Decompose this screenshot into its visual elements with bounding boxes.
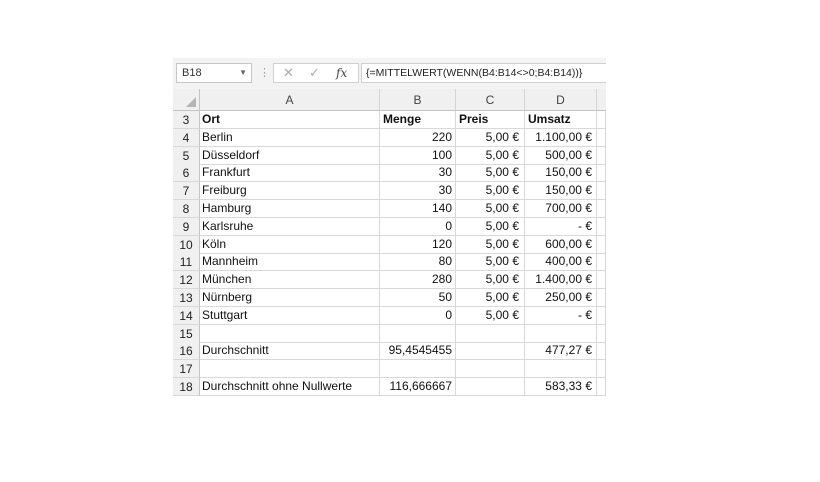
cell-d[interactable]: 583,33 € (525, 378, 597, 396)
cell-a[interactable] (200, 325, 380, 343)
row-header[interactable]: 3 (173, 111, 200, 129)
spreadsheet-window (173, 58, 606, 400)
cell-e[interactable] (597, 129, 606, 147)
cell-d[interactable]: - € (525, 218, 597, 236)
cell-c[interactable]: Preis (456, 111, 525, 129)
cell-b[interactable] (380, 325, 456, 343)
column-header-c[interactable]: C (456, 89, 525, 111)
name-box-value: B18 (182, 67, 202, 79)
enter-icon[interactable]: ✓ (309, 65, 320, 80)
cell-c[interactable]: 5,00 € (456, 218, 525, 236)
cell-e[interactable] (597, 325, 606, 343)
cell-a[interactable]: München (200, 271, 380, 289)
cell-c[interactable] (456, 342, 525, 360)
row-header[interactable]: 11 (173, 253, 200, 271)
table-row (173, 236, 606, 254)
table-row (173, 200, 606, 218)
cell-d[interactable] (525, 325, 597, 343)
cell-a[interactable]: Mannheim (200, 253, 380, 271)
cancel-icon[interactable]: ✕ (283, 65, 294, 80)
cell-b[interactable]: 0 (380, 307, 456, 325)
cell-a[interactable]: Frankfurt (200, 164, 380, 182)
cell-d[interactable]: 400,00 € (525, 253, 597, 271)
cell-b[interactable]: 120 (380, 236, 456, 254)
cell-b[interactable] (380, 360, 456, 378)
cell-c[interactable]: 5,00 € (456, 147, 525, 165)
cell-e[interactable] (597, 360, 606, 378)
row-header[interactable]: 13 (173, 289, 200, 307)
table-row (173, 253, 606, 271)
cell-b[interactable]: 116,666667 (380, 378, 456, 396)
cell-a[interactable]: Durchschnitt (200, 342, 380, 360)
row-header[interactable]: 16 (173, 342, 200, 360)
table-row (173, 378, 606, 396)
cell-d[interactable]: 1.400,00 € (525, 271, 597, 289)
cell-d[interactable]: 700,00 € (525, 200, 597, 218)
column-header-e[interactable] (597, 89, 606, 111)
formula-bar (173, 58, 606, 90)
row-header[interactable]: 4 (173, 129, 200, 147)
chevron-down-icon[interactable]: ▼ (239, 68, 247, 77)
cell-c[interactable]: 5,00 € (456, 289, 525, 307)
table-row (173, 307, 606, 325)
cell-a[interactable]: Stuttgart (200, 307, 380, 325)
cell-e[interactable] (597, 289, 606, 307)
cell-e[interactable] (597, 182, 606, 200)
cell-e[interactable] (597, 111, 606, 129)
formula-buttons (273, 63, 359, 83)
cell-b[interactable]: 95,4545455 (380, 342, 456, 360)
cell-d[interactable]: 500,00 € (525, 147, 597, 165)
cell-d[interactable]: 150,00 € (525, 164, 597, 182)
table-row (173, 360, 606, 378)
column-header-a[interactable]: A (200, 89, 380, 111)
cell-e[interactable] (597, 271, 606, 289)
cell-c[interactable]: 5,00 € (456, 200, 525, 218)
cell-d[interactable]: - € (525, 307, 597, 325)
cell-a[interactable]: Durchschnitt ohne Nullwerte (200, 378, 380, 396)
row-header[interactable]: 5 (173, 147, 200, 165)
cell-a[interactable]: Berlin (200, 129, 380, 147)
cell-c[interactable]: 5,00 € (456, 253, 525, 271)
row-header[interactable]: 12 (173, 271, 200, 289)
cell-a[interactable]: Ort (200, 111, 380, 129)
cell-c[interactable]: 5,00 € (456, 236, 525, 254)
cell-e[interactable] (597, 200, 606, 218)
row-header[interactable]: 6 (173, 164, 200, 182)
cell-a[interactable]: Hamburg (200, 200, 380, 218)
cell-e[interactable] (597, 378, 606, 396)
cell-a[interactable]: Düsseldorf (200, 147, 380, 165)
row-header[interactable]: 14 (173, 307, 200, 325)
cell-d[interactable]: 250,00 € (525, 289, 597, 307)
row-header[interactable]: 7 (173, 182, 200, 200)
cell-a[interactable]: Freiburg (200, 182, 380, 200)
cell-c[interactable] (456, 378, 525, 396)
cell-d[interactable]: 150,00 € (525, 182, 597, 200)
cell-c[interactable]: 5,00 € (456, 129, 525, 147)
table-row (173, 271, 606, 289)
more-options-icon[interactable]: ⋮ (259, 67, 270, 79)
cell-b[interactable]: 30 (380, 182, 456, 200)
cell-e[interactable] (597, 164, 606, 182)
table-row (173, 289, 606, 307)
row-header[interactable]: 9 (173, 218, 200, 236)
column-header-b[interactable]: B (380, 89, 456, 111)
cell-e[interactable] (597, 147, 606, 165)
row-header[interactable]: 15 (173, 325, 200, 343)
row-header[interactable]: 8 (173, 200, 200, 218)
cell-e[interactable] (597, 307, 606, 325)
cell-a[interactable]: Köln (200, 236, 380, 254)
cell-a[interactable]: Nürnberg (200, 289, 380, 307)
cell-e[interactable] (597, 342, 606, 360)
cell-b[interactable]: Menge (380, 111, 456, 129)
table-row (173, 147, 606, 165)
formula-input[interactable]: {=MITTELWERT(WENN(B4:B14<>0;B4:B14))} (361, 63, 606, 83)
cell-d[interactable]: 600,00 € (525, 236, 597, 254)
cell-b[interactable]: 140 (380, 200, 456, 218)
cell-d[interactable]: 477,27 € (525, 342, 597, 360)
name-box[interactable] (176, 63, 252, 83)
table-row (173, 182, 606, 200)
cell-b[interactable]: 220 (380, 129, 456, 147)
cell-d[interactable]: Umsatz (525, 111, 597, 129)
insert-function-icon[interactable]: fx (336, 66, 348, 80)
cell-a[interactable]: Karlsruhe (200, 218, 380, 236)
row-header[interactable]: 18 (173, 378, 200, 396)
table-row (173, 342, 606, 360)
cell-c[interactable]: 5,00 € (456, 307, 525, 325)
cell-d[interactable]: 1.100,00 € (525, 129, 597, 147)
cell-b[interactable]: 280 (380, 271, 456, 289)
table-row (173, 325, 606, 343)
cell-c[interactable] (456, 325, 525, 343)
cell-b[interactable]: 30 (380, 164, 456, 182)
select-all-icon (186, 97, 196, 107)
cell-e[interactable] (597, 253, 606, 271)
cell-b[interactable]: 0 (380, 218, 456, 236)
row-header[interactable]: 17 (173, 360, 200, 378)
cell-b[interactable]: 100 (380, 147, 456, 165)
column-header-d[interactable]: D (525, 89, 597, 111)
cell-d[interactable] (525, 360, 597, 378)
cell-c[interactable]: 5,00 € (456, 182, 525, 200)
cell-a[interactable] (200, 360, 380, 378)
cell-c[interactable]: 5,00 € (456, 271, 525, 289)
cell-e[interactable] (597, 236, 606, 254)
table-row (173, 218, 606, 236)
cell-c[interactable] (456, 360, 525, 378)
table-row (173, 129, 606, 147)
row-header[interactable]: 10 (173, 236, 200, 254)
cell-b[interactable]: 80 (380, 253, 456, 271)
cell-b[interactable]: 50 (380, 289, 456, 307)
table-row (173, 164, 606, 182)
table-row (173, 111, 606, 129)
select-all-button[interactable] (173, 89, 200, 111)
cell-e[interactable] (597, 218, 606, 236)
cell-c[interactable]: 5,00 € (456, 164, 525, 182)
